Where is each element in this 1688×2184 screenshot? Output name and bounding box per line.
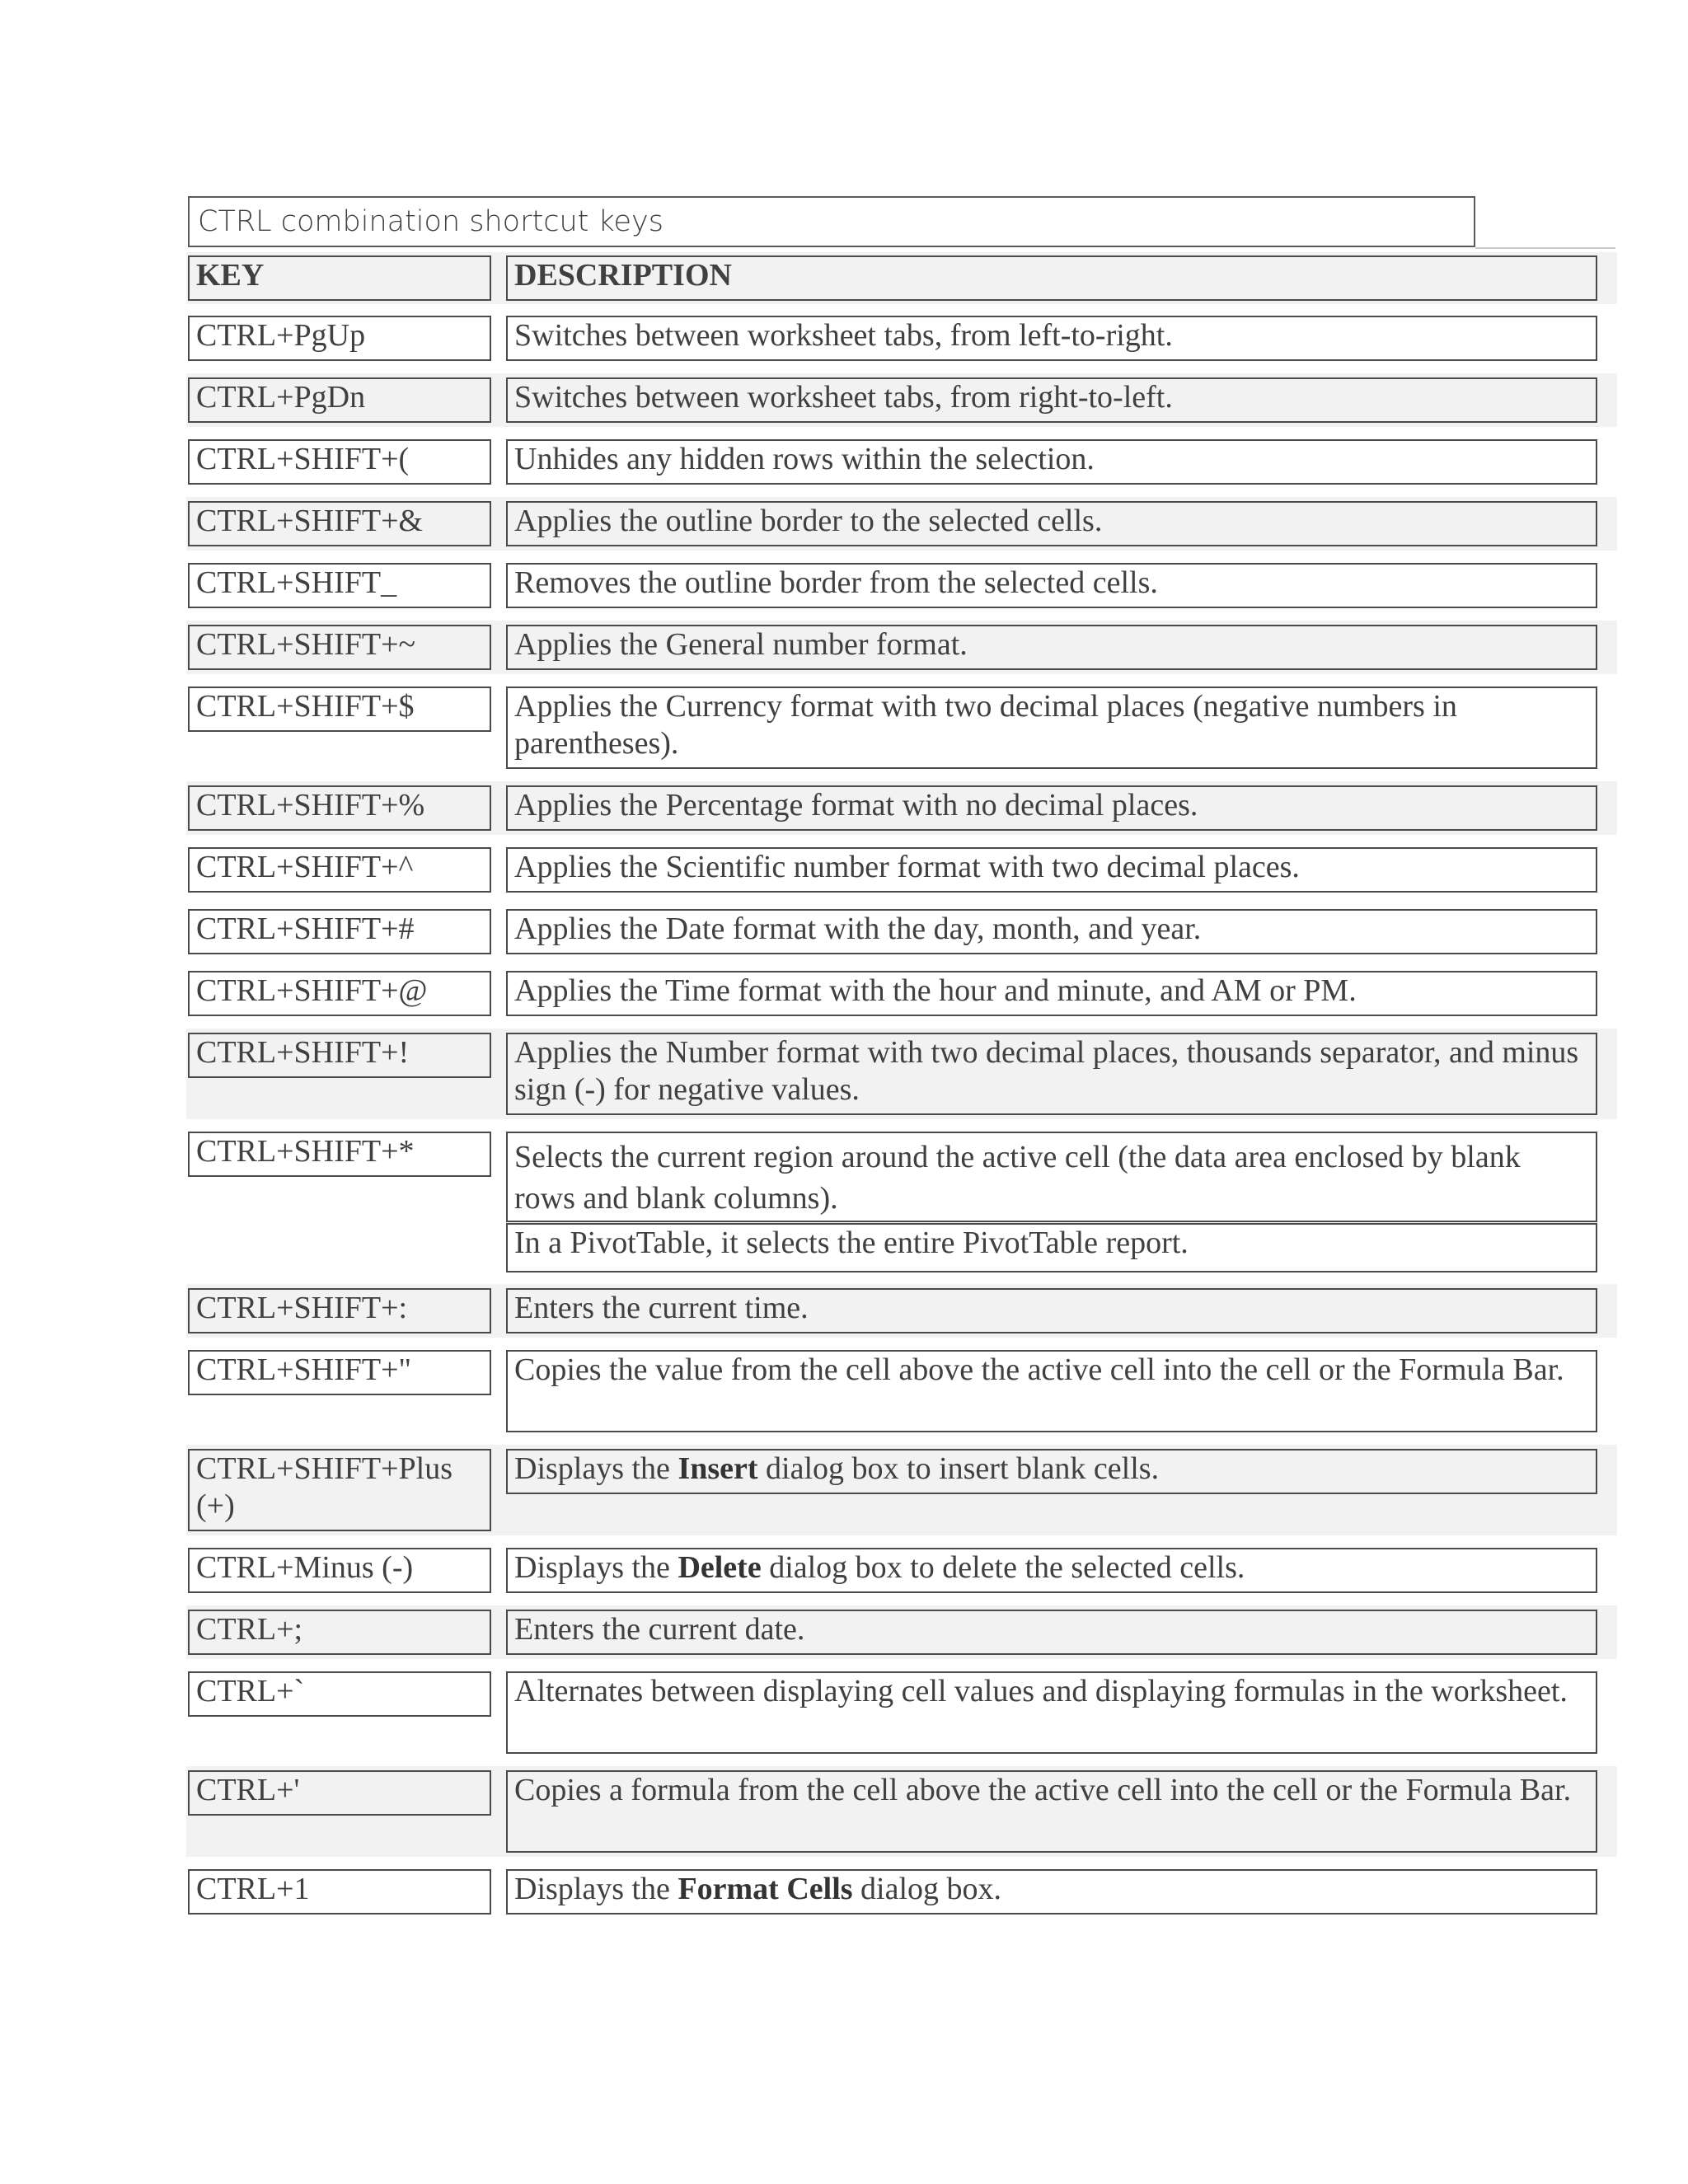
description-text: Applies the Percentage format with no decimal places. <box>514 788 1198 823</box>
shortcut-description <box>506 1671 1597 1754</box>
description-text: Displays the <box>514 1451 678 1486</box>
description-text: Switches between worksheet tabs, from right-to-left. <box>514 380 1173 415</box>
description-text: Displays the <box>514 1872 678 1906</box>
shortcut-description <box>506 377 1597 423</box>
shortcut-description <box>506 1869 1597 1915</box>
shortcut-key: CTRL+1 <box>188 1869 491 1915</box>
description-text: Applies the outline border to the selected cells. <box>514 504 1103 538</box>
shortcut-description-extra <box>506 1223 1597 1272</box>
shortcut-description <box>506 501 1597 546</box>
shortcut-key: CTRL+; <box>188 1610 491 1655</box>
shortcut-description <box>506 1770 1597 1853</box>
shortcut-description <box>506 316 1597 361</box>
bold-term: Format Cells <box>678 1872 853 1906</box>
description-text: Applies the Scientific number format with two decimal places. <box>514 850 1300 884</box>
shortcut-description <box>506 1350 1597 1432</box>
shortcut-description <box>506 1610 1597 1655</box>
header-description: DESCRIPTION <box>506 255 1597 301</box>
shortcut-key: CTRL+SHIFT+^ <box>188 847 491 893</box>
shortcut-key: CTRL+SHIFT+* <box>188 1132 491 1177</box>
shortcut-description <box>506 1288 1597 1333</box>
description-text: Applies the Time format with the hour and minute, and AM or PM. <box>514 973 1357 1008</box>
description-text: dialog box to insert blank cells. <box>757 1451 1160 1486</box>
shortcut-key: CTRL+SHIFT+# <box>188 909 491 954</box>
shortcut-key: CTRL+SHIFT+@ <box>188 971 491 1016</box>
table-title: CTRL combination shortcut keys <box>188 196 1475 247</box>
shortcut-key: CTRL+PgDn <box>188 377 491 423</box>
shortcut-description <box>506 563 1597 608</box>
bold-term: Delete <box>678 1550 762 1585</box>
shortcut-key: CTRL+SHIFT+% <box>188 785 491 831</box>
shortcut-key: CTRL+SHIFT_ <box>188 563 491 608</box>
description-text: dialog box. <box>852 1872 1002 1906</box>
description-text: Applies the General number format. <box>514 627 968 662</box>
title-rule <box>1475 247 1615 249</box>
shortcut-key: CTRL+SHIFT+( <box>188 439 491 485</box>
shortcut-description <box>506 847 1597 893</box>
description-text: Copies a formula from the cell above the active cell into the cell or the Formula Bar. <box>514 1773 1572 1807</box>
shortcut-key: CTRL+SHIFT+" <box>188 1350 491 1395</box>
shortcut-key: CTRL+SHIFT+: <box>188 1288 491 1333</box>
shortcut-key: CTRL+SHIFT+$ <box>188 687 491 732</box>
shortcut-key: CTRL+' <box>188 1770 491 1816</box>
shortcut-key: CTRL+SHIFT+Plus (+) <box>188 1449 491 1531</box>
shortcut-description <box>506 1132 1597 1222</box>
shortcut-description <box>506 909 1597 954</box>
shortcut-key: CTRL+SHIFT+& <box>188 501 491 546</box>
shortcut-key: CTRL+` <box>188 1671 491 1717</box>
description-text: Selects the current region around the active cell (the data area enclosed by blank rows and blank columns). <box>514 1140 1529 1216</box>
shortcut-description <box>506 1548 1597 1593</box>
shortcut-description <box>506 1033 1597 1115</box>
shortcut-description <box>506 785 1597 831</box>
description-text: Enters the current time. <box>514 1291 809 1325</box>
description-text: Displays the <box>514 1550 678 1585</box>
bold-term: Insert <box>678 1451 758 1486</box>
shortcut-description <box>506 625 1597 670</box>
shortcut-key: CTRL+SHIFT+! <box>188 1033 491 1078</box>
shortcut-key: CTRL+Minus (-) <box>188 1548 491 1593</box>
description-text: Unhides any hidden rows within the selection. <box>514 442 1095 476</box>
description-text: Applies the Currency format with two decimal places (negative numbers in parentheses). <box>514 689 1465 761</box>
description-text: dialog box to delete the selected cells. <box>761 1550 1245 1585</box>
shortcut-key: CTRL+SHIFT+~ <box>188 625 491 670</box>
description-text: Enters the current date. <box>514 1612 805 1647</box>
description-text: Switches between worksheet tabs, from left-to-right. <box>514 318 1173 353</box>
shortcut-description <box>506 439 1597 485</box>
shortcut-description <box>506 687 1597 769</box>
shortcut-description <box>506 1449 1597 1494</box>
header-key: KEY <box>188 255 491 301</box>
description-text: Removes the outline border from the selected cells. <box>514 565 1158 600</box>
description-text: Applies the Date format with the day, month, and year. <box>514 912 1202 946</box>
shortcut-description <box>506 971 1597 1016</box>
description-text: Alternates between displaying cell values and displaying formulas in the worksheet. <box>514 1674 1568 1708</box>
description-text: In a PivotTable, it selects the entire PivotTable report. <box>514 1226 1189 1260</box>
description-text: Copies the value from the cell above the active cell into the cell or the Formula Bar. <box>514 1352 1564 1387</box>
shortcut-key: CTRL+PgUp <box>188 316 491 361</box>
description-text: Applies the Number format with two decimal places, thousands separator, and minus sign (-) for negative values. <box>514 1035 1587 1107</box>
